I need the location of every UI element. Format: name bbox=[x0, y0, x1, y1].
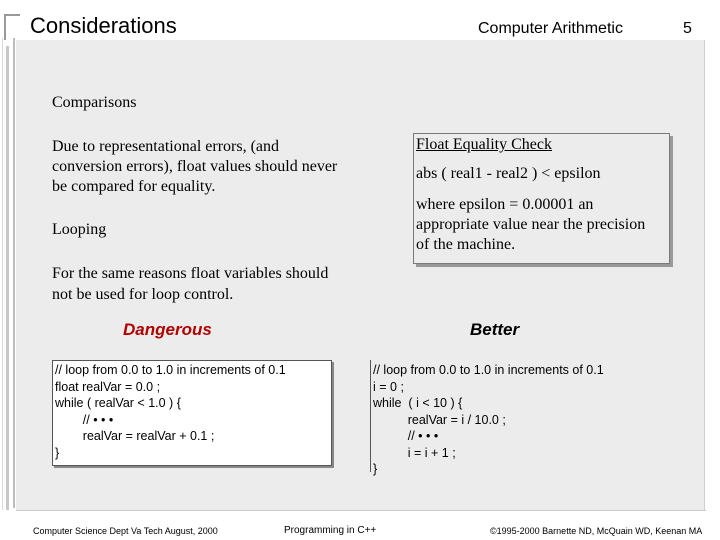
slide-title: Considerations bbox=[30, 13, 177, 38]
looping-heading: Looping bbox=[52, 221, 107, 238]
frame-bottom-rule bbox=[16, 510, 706, 511]
frame-bar bbox=[2, 38, 3, 510]
comparisons-heading: Comparisons bbox=[52, 94, 137, 111]
comparisons-paragraph: Due to representational errors, (and conversion errors), float values should never be compared for equality. bbox=[52, 138, 338, 195]
footer-center: Programming in C++ bbox=[284, 525, 377, 536]
page-number: 5 bbox=[683, 20, 692, 37]
frame-corner bbox=[4, 14, 20, 40]
better-code: // loop from 0.0 to 1.0 in increments of 0.1 i = 0 ; while ( i < 10 ) { realVar = i / 10.0 ; // • • • i = i + 1 ; } bbox=[373, 363, 604, 476]
frame-bar bbox=[13, 38, 15, 508]
dangerous-code: // loop from 0.0 to 1.0 in increments of 0.1 float realVar = 0.0 ; while ( realVar < 1.0 ) { // • • • realVar = realVar + 0.1 ; } bbox=[55, 363, 286, 460]
frame-bar bbox=[6, 46, 9, 510]
looping-paragraph: For the same reasons float variables should not be used for loop control. bbox=[52, 265, 329, 303]
frame-right-rule bbox=[704, 40, 705, 510]
slide-subtitle: Computer Arithmetic bbox=[478, 20, 623, 37]
better-label: Better bbox=[470, 320, 520, 339]
float-check-formula: abs ( real1 - real2 ) < epsilon bbox=[416, 165, 601, 182]
float-check-title: Float Equality Check bbox=[416, 136, 552, 153]
footer-left: Computer Science Dept Va Tech August, 2000 bbox=[33, 526, 218, 536]
footer-right: ©1995-2000 Barnette ND, McQuain WD, Keenan MA bbox=[490, 526, 703, 536]
float-check-note: where epsilon = 0.00001 an appropriate value near the precision of the machine. bbox=[416, 196, 646, 253]
dangerous-label: Dangerous bbox=[123, 320, 212, 339]
